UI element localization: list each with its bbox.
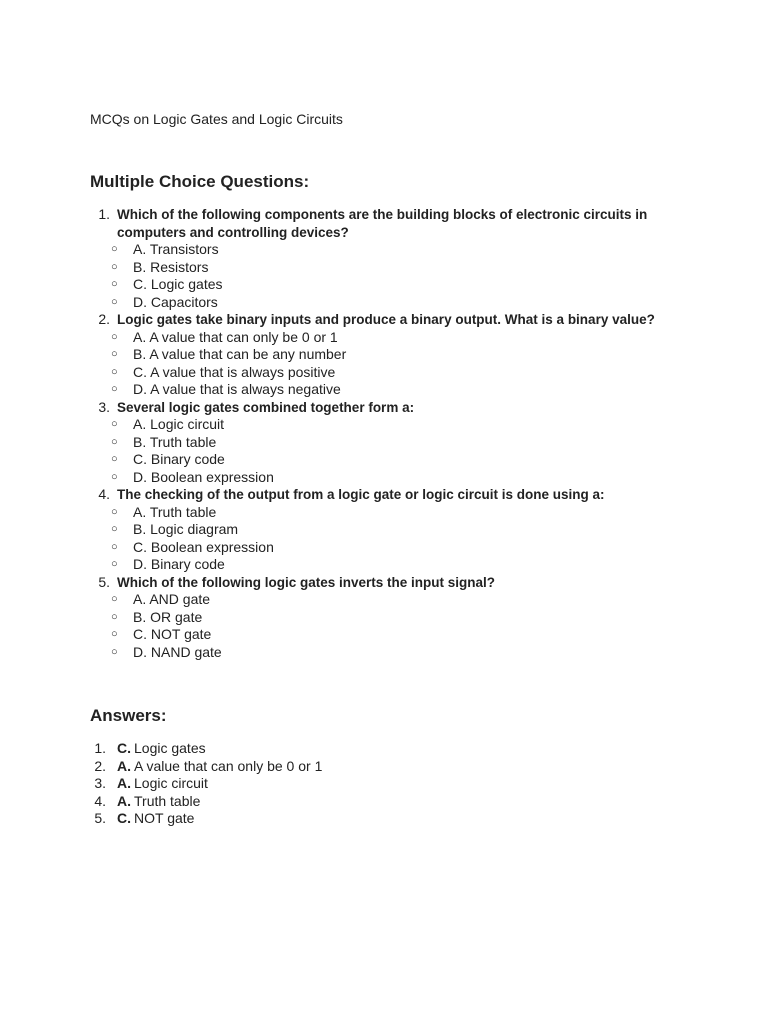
answer-item	[0, 810, 768, 828]
option-text: B. Logic diagram	[133, 521, 239, 537]
hollow-circle-bullet-icon: ○	[111, 558, 118, 570]
answer-letter: A.	[117, 792, 131, 809]
option-item	[0, 364, 768, 382]
hollow-circle-bullet-icon: ○	[111, 540, 118, 553]
answer-number: 1.	[94, 740, 106, 756]
option-item	[0, 381, 768, 399]
option-item	[0, 591, 768, 609]
option-item	[0, 626, 768, 644]
option-text: B. OR gate	[133, 608, 203, 625]
option-item	[0, 556, 768, 574]
hollow-circle-bullet-icon: ○	[111, 435, 118, 448]
question-item	[0, 574, 768, 662]
option-text: B. A value that can be any number	[133, 346, 347, 362]
question-number: 3.	[98, 398, 110, 415]
option-text: D. Binary code	[133, 556, 225, 572]
hollow-circle-bullet-icon: ○	[111, 610, 118, 623]
option-item	[0, 609, 768, 627]
hollow-circle-bullet-icon: ○	[111, 330, 118, 343]
hollow-circle-bullet-icon: ○	[111, 383, 118, 395]
answer-list	[0, 740, 768, 828]
option-list	[0, 241, 768, 311]
hollow-circle-bullet-icon: ○	[111, 243, 118, 255]
option-text: D. NAND gate	[133, 643, 222, 660]
question-text: Several logic gates combined together form a:	[117, 399, 415, 415]
question-number: 1.	[98, 206, 110, 222]
option-text: B. Resistors	[133, 258, 209, 275]
option-list	[0, 504, 768, 574]
answer-number: 4.	[94, 792, 106, 809]
question-list	[0, 206, 768, 661]
option-text: C. NOT gate	[133, 626, 212, 642]
question-item	[0, 311, 768, 399]
option-list	[0, 416, 768, 486]
question-text: Which of the following logic gates inverts the input signal?	[117, 574, 496, 590]
hollow-circle-bullet-icon: ○	[111, 470, 118, 483]
option-text: D. Capacitors	[133, 293, 218, 310]
question-item	[0, 399, 768, 487]
option-item	[0, 504, 768, 522]
option-item	[0, 276, 768, 294]
option-text: C. A value that is always positive	[133, 363, 336, 380]
option-item	[0, 416, 768, 434]
option-text: B. Truth table	[133, 433, 217, 450]
option-item	[0, 644, 768, 662]
option-text: C. Logic gates	[133, 276, 223, 292]
option-text: C. Binary code	[133, 451, 225, 467]
option-text: A. Logic circuit	[133, 416, 225, 432]
question-text: The checking of the output from a logic gate or logic circuit is done using a:	[117, 487, 605, 502]
answer-item	[0, 775, 768, 793]
answer-item	[0, 793, 768, 811]
hollow-circle-bullet-icon: ○	[111, 365, 118, 378]
answer-text: Truth table	[134, 792, 201, 809]
option-item	[0, 259, 768, 277]
option-text: C. Boolean expression	[133, 538, 274, 555]
mcq-section-heading: Multiple Choice Questions:	[90, 172, 310, 191]
option-item	[0, 346, 768, 364]
question-number: 4.	[98, 486, 110, 502]
answer-text: NOT gate	[134, 810, 195, 826]
answer-letter: A.	[117, 775, 131, 791]
answer-number: 5.	[94, 810, 106, 826]
answer-letter: C.	[117, 740, 131, 756]
option-item	[0, 434, 768, 452]
question-text: Which of the following components are the building blocks of electronic circuits in computers and controlling devices?	[117, 207, 648, 240]
hollow-circle-bullet-icon: ○	[111, 278, 118, 290]
option-item	[0, 469, 768, 487]
hollow-circle-bullet-icon: ○	[111, 295, 118, 308]
answers-section-heading: Answers:	[90, 706, 167, 725]
answer-text: Logic circuit	[134, 775, 208, 791]
question-item	[0, 486, 768, 574]
option-text: A. AND gate	[133, 591, 211, 607]
hollow-circle-bullet-icon: ○	[111, 645, 118, 658]
option-item	[0, 451, 768, 469]
answer-number: 3.	[94, 775, 106, 791]
answer-letter: A.	[117, 757, 131, 774]
answer-number: 2.	[94, 757, 106, 774]
answer-text: Logic gates	[134, 740, 206, 756]
question-item	[0, 206, 768, 311]
hollow-circle-bullet-icon: ○	[111, 260, 118, 273]
question-number: 2.	[98, 311, 110, 327]
answer-letter: C.	[117, 810, 131, 826]
question-text: Logic gates take binary inputs and produce a binary output. What is a binary value?	[117, 312, 655, 327]
answer-item	[0, 740, 768, 758]
hollow-circle-bullet-icon: ○	[111, 628, 118, 640]
option-text: A. A value that can only be 0 or 1	[133, 328, 338, 345]
option-item	[0, 241, 768, 259]
hollow-circle-bullet-icon: ○	[111, 505, 118, 518]
option-text: A. Truth table	[133, 503, 217, 520]
option-item	[0, 539, 768, 557]
document-title: MCQs on Logic Gates and Logic Circuits	[90, 111, 343, 127]
question-number: 5.	[98, 573, 110, 590]
option-text: D. Boolean expression	[133, 468, 274, 485]
hollow-circle-bullet-icon: ○	[111, 593, 118, 605]
answer-text: A value that can only be 0 or 1	[134, 757, 323, 774]
option-text: A. Transistors	[133, 241, 219, 257]
option-item	[0, 329, 768, 347]
hollow-circle-bullet-icon: ○	[111, 348, 118, 360]
hollow-circle-bullet-icon: ○	[111, 418, 118, 430]
option-item	[0, 294, 768, 312]
option-list	[0, 591, 768, 661]
answer-item	[0, 758, 768, 776]
hollow-circle-bullet-icon: ○	[111, 523, 118, 535]
option-text: D. A value that is always negative	[133, 381, 341, 397]
option-list	[0, 329, 768, 399]
option-item	[0, 521, 768, 539]
hollow-circle-bullet-icon: ○	[111, 453, 118, 465]
